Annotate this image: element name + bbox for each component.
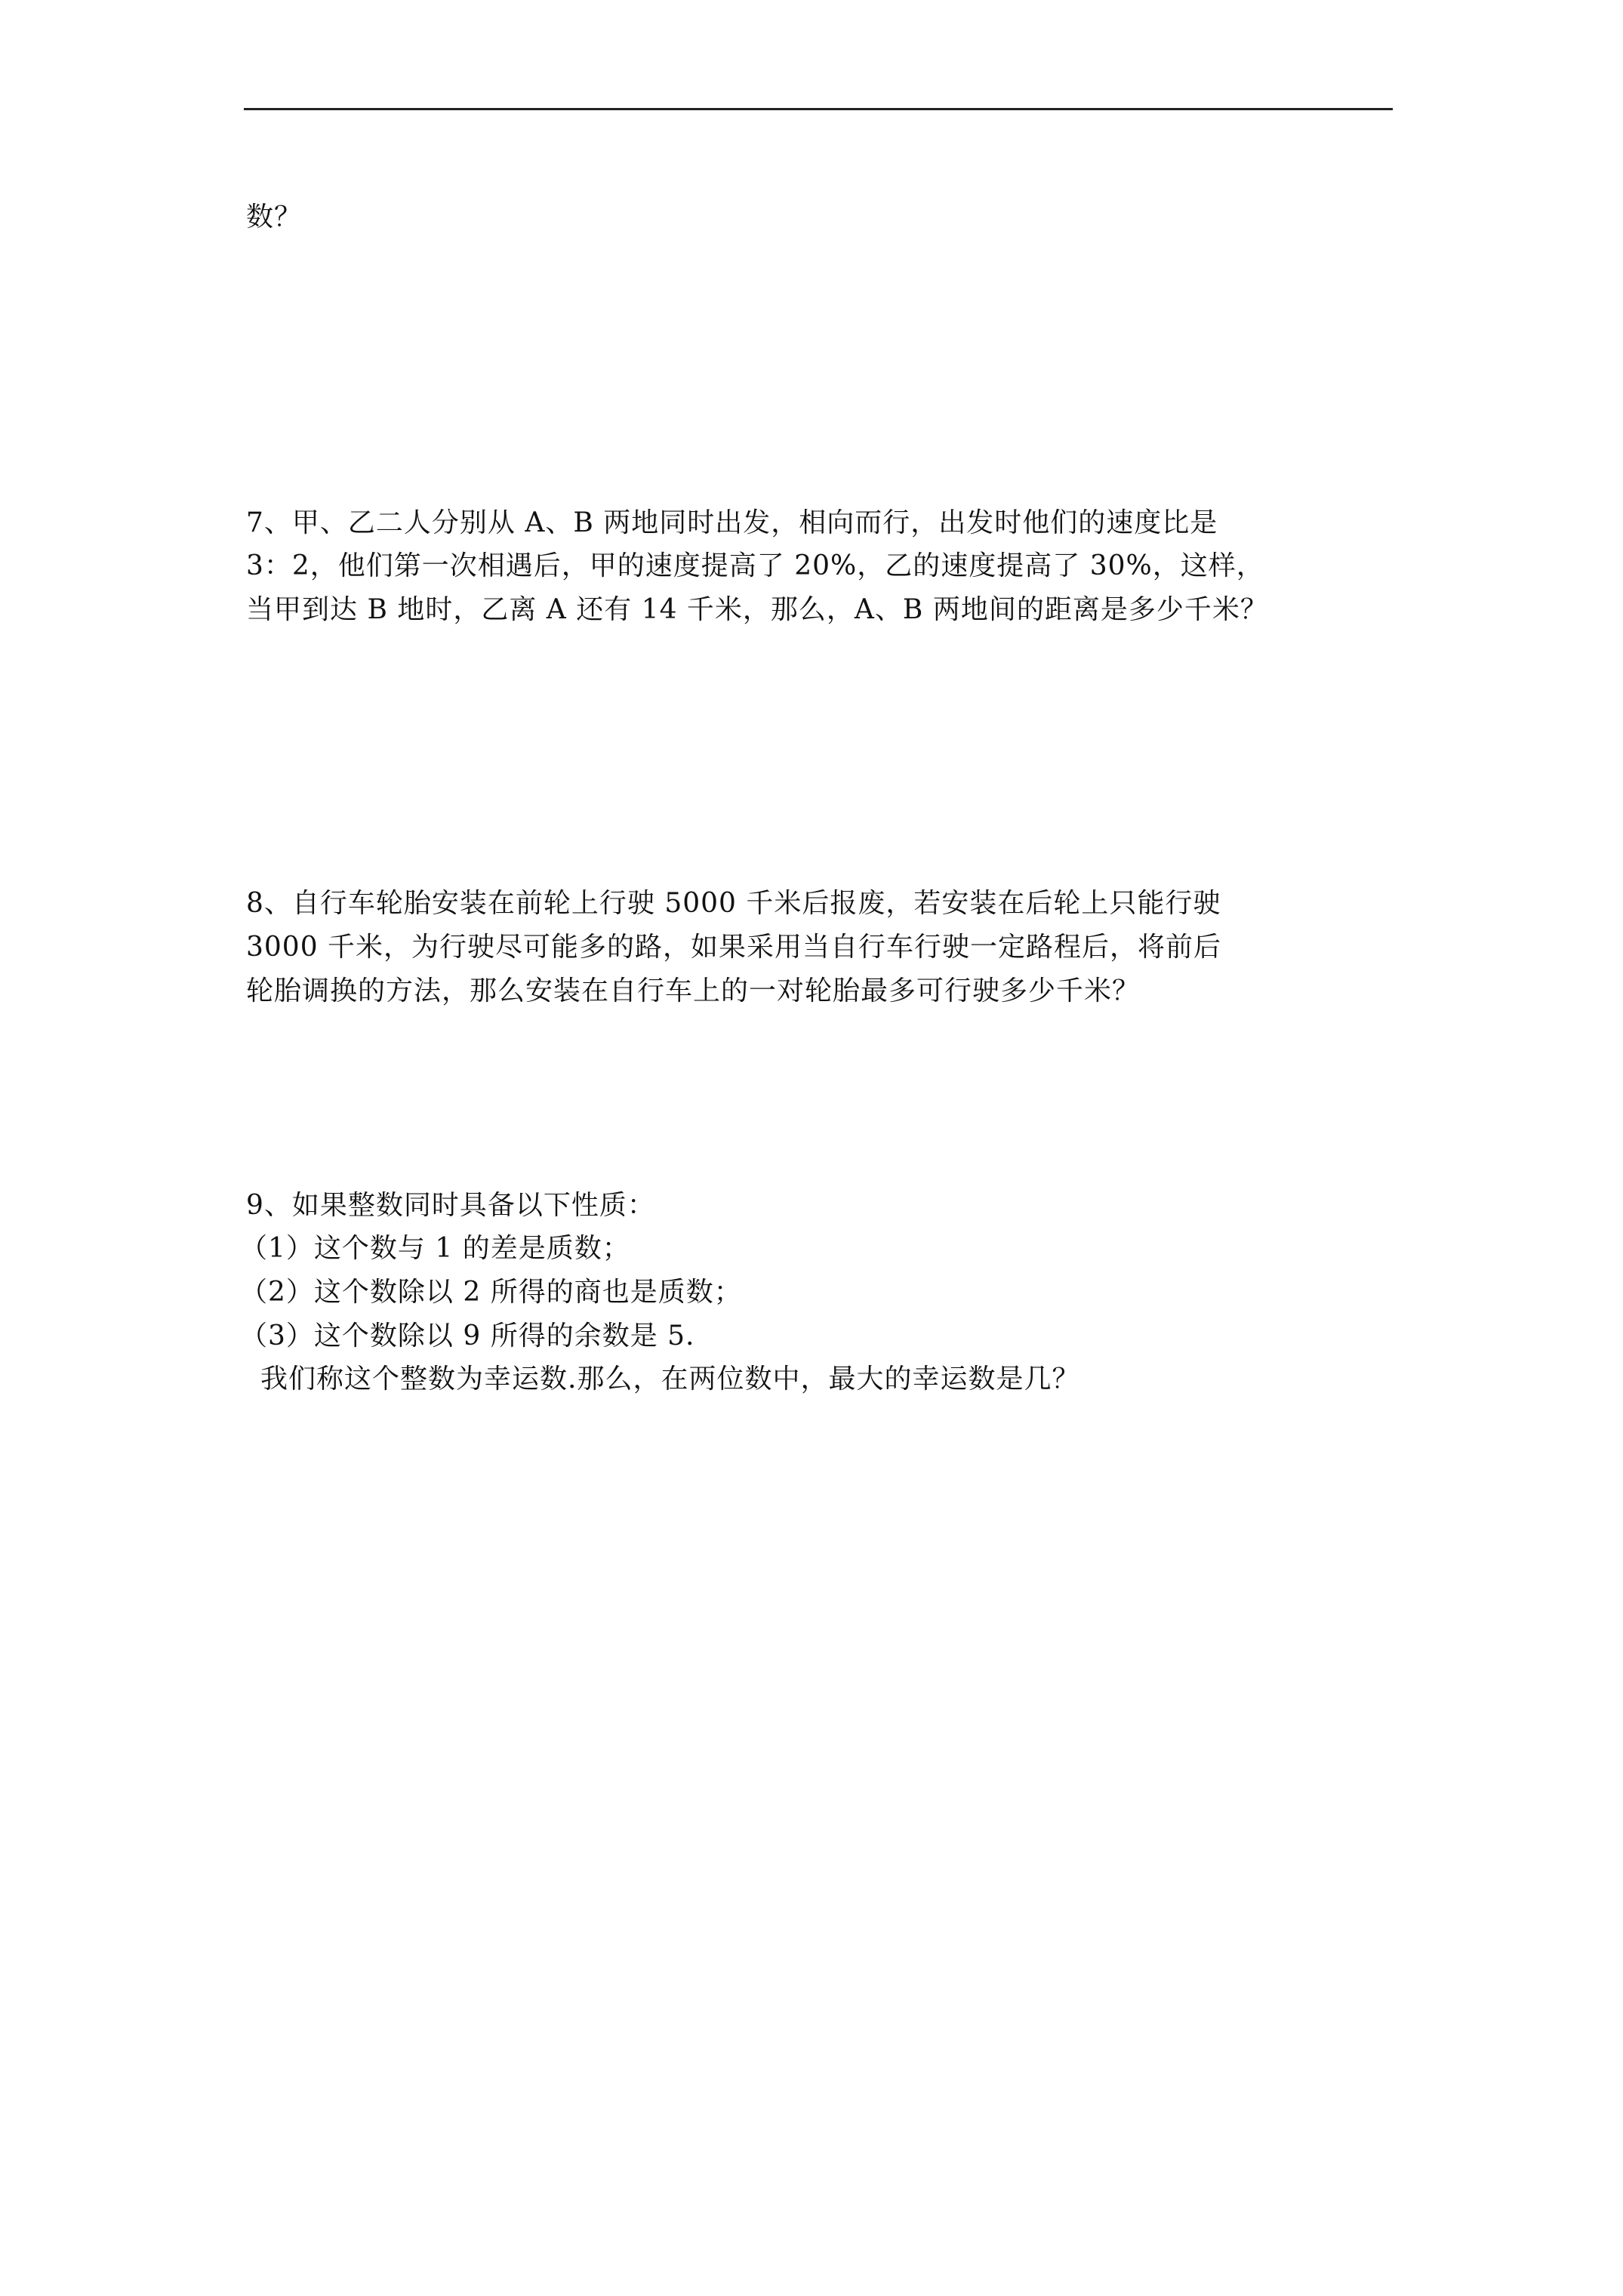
question-9-question: 我们称这个整数为幸运数.那么，在两位数中，最大的幸运数是几？ bbox=[260, 1364, 1080, 1395]
header-rule bbox=[244, 108, 1393, 110]
question-7-line-2: 3：2，他们第一次相遇后，甲的速度提高了 20%，乙的速度提高了 30%，这样， bbox=[246, 550, 1264, 581]
question-9-condition-2: （2）这个数除以 2 所得的商也是质数； bbox=[240, 1277, 742, 1308]
question-9-condition-1: （1）这个数与 1 的差是质数； bbox=[240, 1233, 630, 1264]
question-8-line-1: 8、自行车轮胎安装在前轮上行驶 5000 千米后报废，若安装在后轮上只能行驶 bbox=[246, 888, 1221, 919]
question-8-line-3: 轮胎调换的方法，那么安装在自行车上的一对轮胎最多可行驶多少千米？ bbox=[246, 975, 1141, 1006]
question-7-line-1: 7、甲、乙二人分别从 A、B 两地同时出发，相向而行，出发时他们的速度比是 bbox=[246, 507, 1218, 538]
question-7-line-3: 当甲到达 B 地时，乙离 A 还有 14 千米，那么，A、B 两地间的距离是多少千米？ bbox=[246, 594, 1268, 625]
question-8-line-2: 3000 千米，为行驶尽可能多的路，如果采用当自行车行驶一定路程后，将前后 bbox=[246, 932, 1222, 963]
question-9-intro: 9、如果整数同时具备以下性质： bbox=[246, 1190, 655, 1221]
continuation-text: 数？ bbox=[246, 202, 303, 233]
question-9-condition-3: （3）这个数除以 9 所得的余数是 5. bbox=[240, 1321, 695, 1351]
